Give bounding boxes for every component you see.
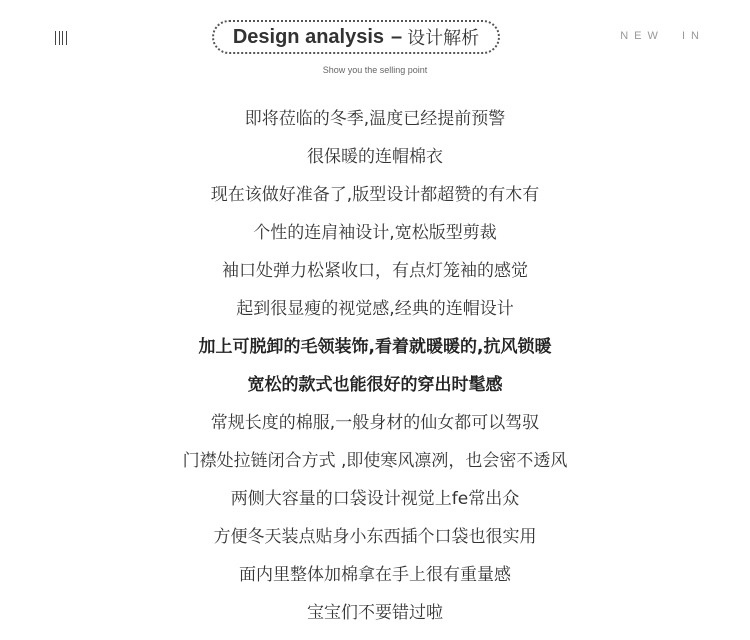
title-english: Design analysis xyxy=(232,25,385,48)
description-line: 加上可脱卸的毛领装饰,看着就暖暖的,抗风锁暖 xyxy=(198,337,552,357)
description-line: 很保暖的连帽棉衣 xyxy=(307,147,443,167)
bar-line xyxy=(66,31,67,45)
description-line: 宽松的款式也能很好的穿出时髦感 xyxy=(247,375,503,395)
bar-line xyxy=(62,31,63,45)
bar-line xyxy=(55,31,56,45)
section-subtitle: Show you the selling point xyxy=(322,65,428,75)
description-line: 门襟处拉链闭合方式 ,即使寒风凛冽，也会密不透风 xyxy=(182,451,568,471)
description-line: 即将莅临的冬季,温度已经提前预警 xyxy=(244,109,506,129)
description-line: 常规长度的棉服,一般身材的仙女都可以驾驭 xyxy=(210,413,540,433)
description-line: 袖口处弹力松紧收口，有点灯笼袖的感觉 xyxy=(222,261,528,281)
description-line: 面内里整体加棉拿在手上很有重量感 xyxy=(239,565,511,585)
bar-line xyxy=(59,31,60,45)
new-in-label: NEW IN xyxy=(620,30,705,42)
description-line: 两侧大容量的口袋设计视觉上fe常出众 xyxy=(230,489,520,509)
description-lines xyxy=(0,100,750,632)
description-line: 方便冬天装点贴身小东西插个口袋也很实用 xyxy=(213,527,537,547)
description-line: 起到很显瘦的视觉感,经典的连帽设计 xyxy=(236,299,514,319)
title-chinese: 设计解析 xyxy=(407,28,480,49)
description-line: 宝宝们不要错过啦 xyxy=(307,603,443,623)
description-line: 个性的连肩袖设计,宽松版型剪裁 xyxy=(253,223,497,243)
menu-bars-icon[interactable] xyxy=(55,31,67,45)
description-line: 现在该做好准备了,版型设计都超赞的有木有 xyxy=(210,185,540,205)
section-title-badge xyxy=(212,20,500,54)
title-dash: – xyxy=(391,25,403,48)
